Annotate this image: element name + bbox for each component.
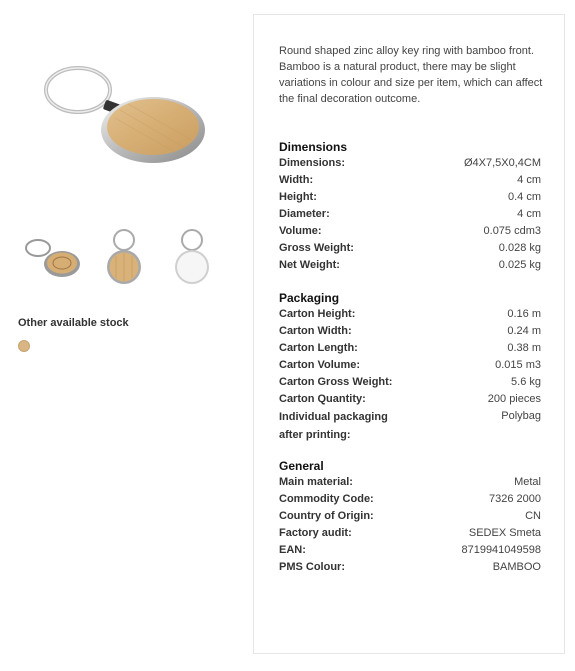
- spec-label: Factory audit:: [279, 527, 352, 539]
- thumbnail-engraved-keyring[interactable]: [22, 226, 82, 290]
- general-title: General: [279, 459, 324, 473]
- spec-value: BAMBOO: [492, 561, 541, 573]
- spec-value: Ø4X7,5X0,4CM: [463, 157, 541, 169]
- spec-value: 5.6 kg: [511, 376, 541, 388]
- spec-label: Volume:: [279, 225, 322, 237]
- thumbnail-strip: [22, 226, 222, 290]
- spec-value: 4 cm: [517, 174, 541, 186]
- spec-row: [279, 172, 541, 189]
- spec-row: [279, 257, 541, 274]
- spec-value: 0.24 m: [507, 325, 541, 337]
- spec-value: 0.4 cm: [507, 191, 541, 203]
- spec-label: Carton Length:: [279, 342, 358, 354]
- spec-value: 0.015 m3: [495, 359, 541, 371]
- spec-label: Commodity Code:: [279, 493, 374, 505]
- spec-value: SEDEX Smeta: [468, 527, 541, 539]
- dimensions-section: [279, 139, 541, 274]
- spec-row: [279, 189, 541, 206]
- spec-row: [279, 491, 541, 508]
- spec-row: [279, 357, 541, 374]
- spec-label: Dimensions:: [279, 157, 346, 169]
- spec-label: Net Weight:: [279, 259, 340, 271]
- spec-label: Carton Height:: [279, 308, 356, 320]
- spec-value: 7326 2000: [489, 493, 541, 505]
- spec-value: 0.025 kg: [498, 259, 541, 271]
- spec-value: 4 cm: [517, 208, 541, 220]
- spec-row: [279, 559, 541, 576]
- spec-label: Carton Gross Weight:: [279, 376, 393, 388]
- spec-label: Carton Volume:: [279, 359, 361, 371]
- spec-value: Metal: [514, 476, 541, 488]
- spec-label: Carton Quantity:: [279, 393, 366, 405]
- spec-row: [279, 391, 541, 408]
- spec-row: [279, 223, 541, 240]
- spec-row: [279, 374, 541, 391]
- spec-row: [279, 306, 541, 323]
- spec-row: [279, 240, 541, 257]
- spec-value: 0.028 kg: [498, 242, 541, 254]
- spec-row: [279, 408, 541, 444]
- packaging-title: Packaging: [279, 291, 340, 305]
- spec-row: [279, 206, 541, 223]
- spec-row: [279, 474, 541, 491]
- product-details-card: [253, 14, 565, 654]
- spec-label: EAN:: [279, 544, 306, 556]
- spec-value: 0.075 cdm3: [483, 225, 541, 237]
- product-gallery: [0, 0, 245, 671]
- packaging-section: [279, 290, 541, 444]
- spec-value: 0.38 m: [507, 342, 541, 354]
- product-main-image: [40, 60, 210, 170]
- other-stock-title: Other available stock: [18, 317, 129, 329]
- spec-label: Individual packaging after printing:: [279, 411, 388, 441]
- spec-label: PMS Colour:: [279, 561, 345, 573]
- spec-label: Gross Weight:: [279, 242, 354, 254]
- spec-value: Polybag: [501, 410, 541, 422]
- thumbnail-bamboo-front-keyring[interactable]: [104, 226, 164, 290]
- bamboo-color-swatch[interactable]: [18, 340, 30, 352]
- spec-row: [279, 508, 541, 525]
- spec-label: Country of Origin:: [279, 510, 374, 522]
- spec-row: [279, 525, 541, 542]
- dimensions-title: Dimensions: [279, 140, 348, 154]
- thumbnail-white-back-keyring[interactable]: [170, 226, 230, 290]
- spec-row: [279, 155, 541, 172]
- spec-row: [279, 340, 541, 357]
- spec-label: Width:: [279, 174, 314, 186]
- spec-value: CN: [525, 510, 541, 522]
- spec-label: Height:: [279, 191, 317, 203]
- spec-value: 0.16 m: [507, 308, 541, 320]
- spec-row: [279, 542, 541, 559]
- spec-label: Diameter:: [279, 208, 330, 220]
- spec-value: 200 pieces: [487, 393, 541, 405]
- spec-row: [279, 323, 541, 340]
- spec-label: Main material:: [279, 476, 353, 488]
- product-description: Round shaped zinc alloy key ring with bamboo front. Bamboo is a natural product, there may be slight variations in colour and size per item, which can affect the final decoration outcome.: [279, 45, 543, 105]
- general-section: [279, 458, 541, 576]
- spec-value: 8719941049598: [461, 544, 541, 556]
- spec-label: Carton Width:: [279, 325, 352, 337]
